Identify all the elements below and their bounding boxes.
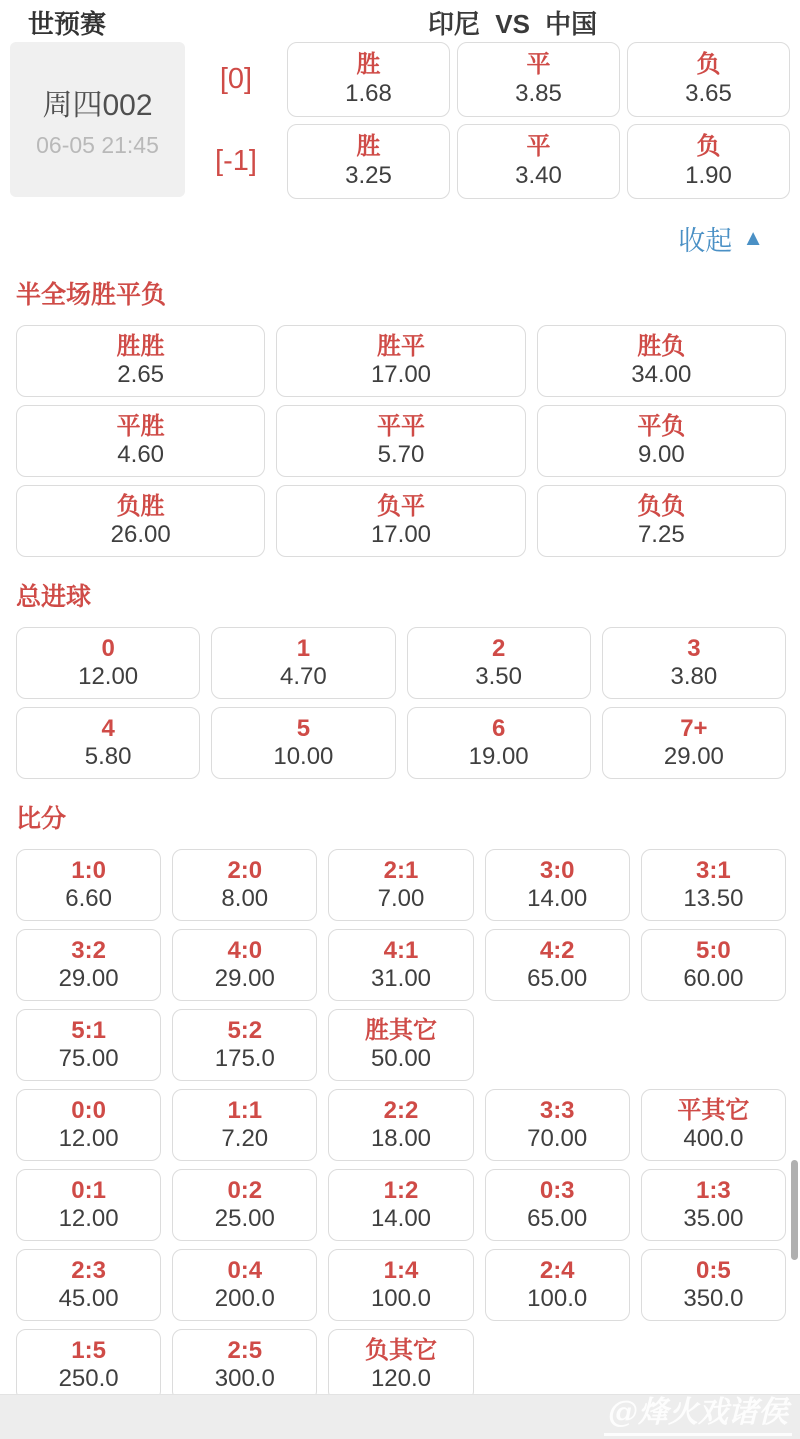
odds-box[interactable] <box>172 1329 317 1401</box>
odds-option-label: 负 <box>696 133 721 161</box>
market-section <box>0 275 800 557</box>
odds-box[interactable] <box>172 1249 317 1321</box>
odds-value: 5.80 <box>84 743 132 770</box>
market-row <box>16 485 786 557</box>
odds-box[interactable] <box>485 1169 630 1241</box>
odds-option-label: 负负 <box>637 492 686 520</box>
collapse-label: 收起 <box>678 225 733 256</box>
odds-option-label: 4:0 <box>227 936 263 964</box>
odds-option-label: 1:4 <box>383 1256 419 1284</box>
odds-box[interactable] <box>328 1249 473 1321</box>
odds-box[interactable] <box>485 929 630 1001</box>
odds-option-label: 2:4 <box>539 1256 575 1284</box>
market-row <box>16 1249 786 1321</box>
odds-option-label: 胜 <box>356 133 381 161</box>
odds-box[interactable] <box>602 707 786 779</box>
odds-box[interactable] <box>16 325 265 397</box>
odds-box[interactable] <box>407 627 591 699</box>
odds-option-label: 胜平 <box>376 332 425 360</box>
footer-strip <box>0 1395 800 1439</box>
odds-value: 19.00 <box>468 743 529 770</box>
odds-box[interactable] <box>16 485 265 557</box>
odds-option-label: 负胜 <box>116 492 165 520</box>
odds-value: 34.00 <box>631 361 692 388</box>
odds-value: 3.85 <box>515 79 562 107</box>
odds-value: 29.00 <box>58 965 119 992</box>
odds-value: 7.25 <box>637 521 685 548</box>
odds-option-label: 7+ <box>680 714 708 742</box>
odds-box[interactable] <box>276 405 525 477</box>
odds-option-label: 3:3 <box>539 1096 575 1124</box>
odds-value: 3.80 <box>670 663 718 690</box>
market-title: 比分 <box>16 805 67 833</box>
odds-box[interactable] <box>328 849 473 921</box>
odds-option-label: 0:2 <box>227 1176 263 1204</box>
odds-option-label: 3:1 <box>696 856 731 884</box>
odds-option-label: 平 <box>526 51 551 79</box>
handicap-boxes <box>287 42 790 117</box>
odds-value: 100.0 <box>527 1285 588 1312</box>
odds-value: 14.00 <box>527 885 588 912</box>
odds-option-label: 1:0 <box>71 856 106 884</box>
odds-box[interactable] <box>537 405 786 477</box>
odds-value: 29.00 <box>663 743 724 770</box>
handicap-odds-area <box>185 42 790 199</box>
odds-value: 12.00 <box>58 1205 119 1232</box>
odds-option-label: 5:2 <box>227 1016 263 1044</box>
odds-box[interactable] <box>485 849 630 921</box>
odds-box[interactable] <box>485 1249 630 1321</box>
page-header <box>0 0 800 40</box>
odds-box[interactable] <box>407 707 591 779</box>
odds-value: 120.0 <box>370 1365 432 1392</box>
odds-box[interactable] <box>328 1329 473 1401</box>
odds-box[interactable] <box>627 42 790 117</box>
odds-value: 13.50 <box>683 885 744 912</box>
odds-value: 4.70 <box>280 663 327 690</box>
odds-value: 35.00 <box>683 1205 744 1232</box>
odds-value: 50.00 <box>370 1045 432 1072</box>
odds-option-label: 1:1 <box>227 1096 263 1124</box>
market-row <box>16 405 786 477</box>
odds-option-label: 平负 <box>637 412 686 440</box>
market-title: 半全场胜平负 <box>16 281 167 309</box>
odds-option-label: 胜其它 <box>364 1016 437 1044</box>
market-row <box>16 1009 786 1081</box>
market-title: 总进球 <box>16 583 92 611</box>
odds-value: 17.00 <box>370 521 432 548</box>
odds-value: 65.00 <box>527 965 588 992</box>
handicap-label: [-1] <box>215 145 257 177</box>
market-row <box>16 325 786 397</box>
odds-value: 3.65 <box>685 79 732 107</box>
odds-value: 3.40 <box>515 161 562 189</box>
odds-option-label: 2:1 <box>383 856 419 884</box>
odds-box[interactable] <box>211 627 395 699</box>
odds-box[interactable] <box>485 1089 630 1161</box>
odds-box[interactable] <box>328 929 473 1001</box>
odds-box[interactable] <box>602 627 786 699</box>
odds-box[interactable] <box>641 849 786 921</box>
match-info-card <box>10 42 185 197</box>
collapse-toggle[interactable] <box>678 219 764 258</box>
odds-box[interactable] <box>16 1169 161 1241</box>
odds-value: 6.60 <box>65 885 112 912</box>
odds-option-label: 平平 <box>376 412 425 440</box>
odds-option-label: 2:5 <box>227 1336 263 1364</box>
odds-box[interactable] <box>287 42 450 117</box>
odds-option-label: 2:2 <box>383 1096 419 1124</box>
odds-box[interactable] <box>328 1169 473 1241</box>
chevron-up-icon: ▲ <box>742 225 764 250</box>
odds-option-label: 0:5 <box>696 1256 731 1284</box>
odds-box[interactable] <box>641 1249 786 1321</box>
odds-option-label: 4:2 <box>539 936 575 964</box>
odds-box[interactable] <box>211 707 395 779</box>
odds-option-label: 6 <box>491 714 506 742</box>
odds-box[interactable] <box>457 42 620 117</box>
odds-option-label: 0:3 <box>539 1176 575 1204</box>
market-row <box>16 849 786 921</box>
handicap-label: [0] <box>219 63 253 95</box>
odds-box[interactable] <box>172 1089 317 1161</box>
odds-option-label: 2 <box>491 634 506 662</box>
odds-option-label: 负平 <box>376 492 425 520</box>
odds-value: 300.0 <box>214 1365 275 1392</box>
odds-value: 12.00 <box>78 663 139 690</box>
odds-value: 250.0 <box>58 1365 119 1392</box>
odds-value: 29.00 <box>214 965 275 992</box>
odds-box[interactable] <box>16 405 265 477</box>
odds-value: 9.00 <box>637 441 685 468</box>
handicap-row <box>185 124 790 199</box>
odds-option-label: 1:2 <box>383 1176 419 1204</box>
odds-box[interactable] <box>172 1009 317 1081</box>
odds-box[interactable] <box>16 627 200 699</box>
odds-option-label: 0:0 <box>71 1096 106 1124</box>
market-row <box>16 627 786 699</box>
odds-value: 70.00 <box>527 1125 588 1152</box>
odds-value: 75.00 <box>58 1045 119 1072</box>
odds-value: 4.60 <box>117 441 165 468</box>
odds-value: 350.0 <box>683 1285 744 1312</box>
odds-value: 14.00 <box>370 1205 432 1232</box>
odds-box[interactable] <box>16 707 200 779</box>
odds-option-label: 0:4 <box>227 1256 263 1284</box>
odds-option-label: 3 <box>687 634 701 662</box>
odds-box[interactable] <box>328 1089 473 1161</box>
odds-option-label: 1:5 <box>71 1336 106 1364</box>
odds-box[interactable] <box>172 849 317 921</box>
odds-box[interactable] <box>16 929 161 1001</box>
odds-value: 26.00 <box>110 521 171 548</box>
odds-box[interactable] <box>328 1009 473 1081</box>
match-time: 06-05 21:45 <box>36 132 159 158</box>
odds-value: 1.90 <box>685 161 732 189</box>
market-section <box>0 799 800 1401</box>
match-odds-block <box>0 40 800 199</box>
odds-box[interactable] <box>16 1249 161 1321</box>
market-row <box>16 707 786 779</box>
odds-value: 7.00 <box>377 885 425 912</box>
watermark: @烽火戏诸侯 <box>604 1387 792 1436</box>
scrollbar-thumb[interactable] <box>791 1160 798 1260</box>
odds-option-label: 胜负 <box>637 332 686 360</box>
odds-option-label: 胜 <box>356 51 381 79</box>
odds-box[interactable] <box>537 325 786 397</box>
odds-option-label: 5:1 <box>71 1016 106 1044</box>
odds-option-label: 平胜 <box>116 412 165 440</box>
odds-option-label: 平 <box>526 133 551 161</box>
odds-option-label: 1 <box>296 634 311 662</box>
odds-value: 175.0 <box>214 1045 275 1072</box>
market-row <box>16 1089 786 1161</box>
odds-value: 60.00 <box>683 965 744 992</box>
odds-option-label: 2:3 <box>71 1256 106 1284</box>
odds-value: 8.00 <box>221 885 269 912</box>
odds-value: 7.20 <box>221 1125 269 1152</box>
odds-box[interactable] <box>641 1169 786 1241</box>
odds-option-label: 0 <box>101 634 115 662</box>
odds-box[interactable] <box>627 124 790 199</box>
odds-option-label: 4:1 <box>383 936 419 964</box>
odds-option-label: 胜胜 <box>116 332 165 360</box>
odds-option-label: 负 <box>696 51 721 79</box>
odds-value: 3.25 <box>345 161 392 189</box>
odds-value: 1.68 <box>345 79 392 107</box>
odds-option-label: 4 <box>101 714 115 742</box>
odds-option-label: 5 <box>296 714 311 742</box>
odds-option-label: 负其它 <box>364 1336 437 1364</box>
odds-value: 3.50 <box>475 663 522 690</box>
odds-box[interactable] <box>276 485 525 557</box>
odds-option-label: 3:0 <box>539 856 575 884</box>
odds-value: 10.00 <box>273 743 334 770</box>
market-section <box>0 577 800 779</box>
odds-value: 100.0 <box>370 1285 432 1312</box>
match-code: 周四002 <box>42 89 153 122</box>
collapse-row <box>0 221 800 255</box>
odds-value: 400.0 <box>683 1125 744 1152</box>
odds-box[interactable] <box>641 929 786 1001</box>
market-row <box>16 1169 786 1241</box>
odds-box[interactable] <box>641 1089 786 1161</box>
handicap-row <box>185 42 790 117</box>
odds-box[interactable] <box>172 929 317 1001</box>
odds-option-label: 2:0 <box>227 856 263 884</box>
odds-option-label: 1:3 <box>696 1176 731 1204</box>
odds-option-label: 3:2 <box>71 936 106 964</box>
odds-box[interactable] <box>16 1089 161 1161</box>
page-footer <box>0 1394 800 1439</box>
odds-box[interactable] <box>16 1329 161 1401</box>
odds-option-label: 平其它 <box>677 1096 750 1124</box>
odds-value: 17.00 <box>370 361 432 388</box>
market-row <box>16 929 786 1001</box>
odds-value: 2.65 <box>117 361 165 388</box>
odds-box[interactable] <box>276 325 525 397</box>
odds-box[interactable] <box>287 124 450 199</box>
odds-value: 25.00 <box>214 1205 275 1232</box>
match-title: 印尼 VS 中国 <box>428 9 598 39</box>
odds-value: 5.70 <box>377 441 425 468</box>
odds-value: 12.00 <box>58 1125 119 1152</box>
odds-value: 65.00 <box>527 1205 588 1232</box>
odds-box[interactable] <box>16 1009 161 1081</box>
odds-box[interactable] <box>172 1169 317 1241</box>
odds-option-label: 5:0 <box>696 936 731 964</box>
odds-value: 45.00 <box>58 1285 119 1312</box>
odds-option-label: 0:1 <box>71 1176 106 1204</box>
odds-value: 31.00 <box>370 965 432 992</box>
markets-container <box>0 275 800 1401</box>
odds-box[interactable] <box>16 849 161 921</box>
handicap-boxes <box>287 124 790 199</box>
league-label: 世预赛 <box>28 9 107 39</box>
odds-value: 18.00 <box>370 1125 432 1152</box>
odds-value: 200.0 <box>214 1285 275 1312</box>
odds-box[interactable] <box>457 124 620 199</box>
odds-box[interactable] <box>537 485 786 557</box>
